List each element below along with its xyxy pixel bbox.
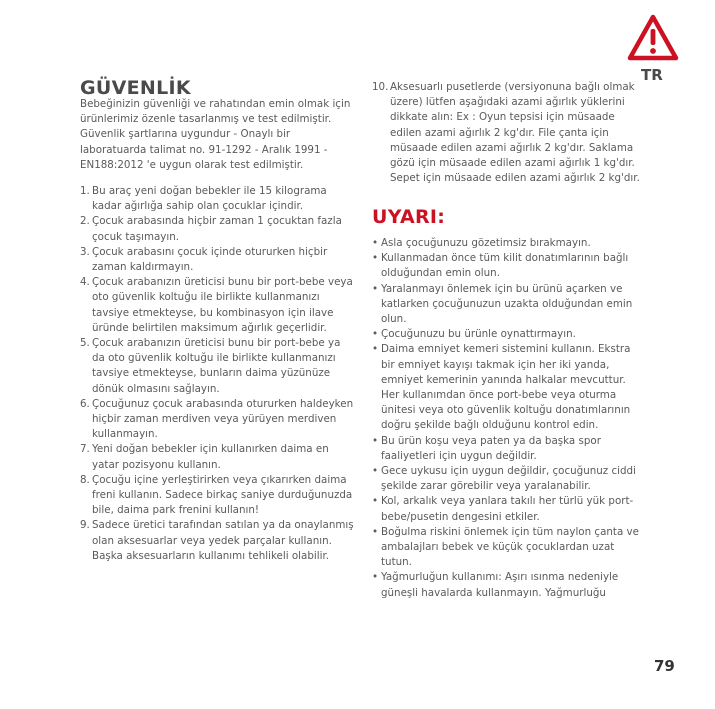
item-number: 10.: [372, 81, 389, 93]
item-text: Aksesuarlı pusetlerde (versiyonuna bağlı olmak üzere) lütfen aşağıdaki azami ağırlık yüklerini dikkate alın: Ex : Oyun tepsisi için müsaade edilen azami ağırlık 2 kg'dır. File çanta için müsaade edilen azami ağırlık 2 kg'dır. Saklama gözü için müsaade edilen azami ağırlık 1 kg'dır. Sepet için müsaade edilen azami ağırlık 2 kg'dır.: [390, 81, 640, 185]
item-number: 4.: [80, 276, 90, 289]
bullet-marker: •: [372, 237, 379, 249]
safety-intro: Bebeğinizin güvenliği ve rahatından emin olmak için ürünlerimiz özenle tasarlanmış ve test edilmiştir. Güvenlik şartlarına uygundur - Onaylı bir laboratuarda talimat no. 91-1292 - Aralık 1991 - EN188:2012 'e uygun olarak test edilmiştir.: [80, 98, 351, 171]
item-text: Çocuk arabanızın üreticisi bunu bir port-bebe ya da oto güvenlik koltuğu ile birlikte kullanmanızı tavsiye etmekteyse, bunların daima yüzünüze dönük olmasını sağlayın.: [92, 337, 341, 395]
item-text: Çocuk arabasında hiçbir zaman 1 çocuktan fazla çocuk taşımayın.: [92, 215, 342, 243]
item-number: 8.: [80, 473, 90, 486]
bullet-marker: •: [372, 328, 379, 341]
item-number: 2.: [80, 215, 90, 228]
safety-item: [80, 184, 356, 214]
safety-item: [80, 473, 356, 519]
item-number: 7.: [80, 443, 90, 456]
item-number: 5.: [80, 337, 90, 350]
page-number: 79: [654, 657, 675, 675]
item-text: Çocuğu içine yerleştirirken veya çıkarırken daima freni kullanın. Sadece birkaç saniye durduğunuzda bile, daima park frenini kullanın!: [92, 473, 353, 517]
item-text: Sadece üretici tarafından satılan ya da onaylanmış olan aksesuarlar veya yedek parçalar kullanın. Başka aksesuarların kullanımı tehlikeli olabilir.: [92, 519, 354, 562]
safety-item: [80, 518, 356, 564]
safety-item: [372, 80, 644, 186]
warning-item: [372, 236, 644, 251]
warning-text: Kol, arkalık veya yanlara takılı her türlü yük port-bebe/pusetin dengesini etkiler.: [381, 495, 634, 523]
warning-item: [372, 464, 644, 494]
safety-item: [80, 336, 356, 397]
item-text: Çocuk arabasını çocuk içinde otururken hiçbir zaman kaldırmayın.: [92, 245, 328, 274]
warning-text: Yağmurluğun kullanımı: Aşırı ısınma nedeniyle güneşli havalarda kullanmayın. Yağmurluğu: [381, 571, 619, 599]
warning-item: [372, 327, 644, 342]
warning-triangle-icon: [627, 14, 679, 62]
safety-item: [80, 275, 356, 336]
item-text: Bu araç yeni doğan bebekler ile 15 kilograma kadar ağırlığa sahip olan çocuklar içindir.: [92, 185, 327, 213]
bullet-marker: •: [372, 282, 379, 295]
item-number: 6.: [80, 397, 90, 410]
warning-item: [372, 525, 644, 571]
safety-heading: GÜVENLİK: [80, 77, 191, 99]
item-text: Çocuk arabanızın üreticisi bunu bir port-bebe veya oto güvenlik koltuğu ile birlikte kullanmanızı tavsiye etmekteyse, bu kombinasyon için ilave üründe belirtilen maksimum ağırlık geçerlidir.: [92, 276, 353, 334]
warning-item: [372, 494, 644, 524]
bullet-marker: •: [372, 465, 379, 478]
bullet-marker: •: [372, 495, 379, 508]
bullet-marker: •: [372, 434, 379, 447]
bullet-marker: •: [372, 252, 379, 265]
safety-item: [80, 397, 356, 443]
safety-item: [80, 214, 356, 244]
warning-item: [372, 251, 644, 281]
warning-heading: UYARI:: [372, 206, 446, 228]
warning-text: Gece uykusu için uygun değildir, çocuğunuz ciddi şekilde zarar görebilir veya yaralanabilir.: [381, 465, 636, 493]
warning-item: [372, 570, 644, 600]
warning-text: Asla çocuğunuzu gözetimsiz bırakmayın.: [381, 237, 591, 249]
item-text: Yeni doğan bebekler için kullanırken daima en yatar pozisyonu kullanın.: [92, 443, 329, 471]
language-code: TR: [641, 66, 663, 84]
warning-text: Bu ürün koşu veya paten ya da başka spor faaliyetleri için uygun değildir.: [381, 434, 601, 462]
safety-item: [80, 245, 356, 275]
item-number: 9.: [80, 519, 90, 532]
warning-item: [372, 282, 644, 328]
safety-item: [80, 442, 356, 472]
warning-text: Daima emniyet kemeri sistemini kullanın. Ekstra bir emniyet kayışı takmak için her iki yanda, emniyet kemerinin yanında halkalar mevcuttur. Her kullanımdan önce port-bebe veya oturma ünitesi veya oto güvenlik koltuğu donatımlarının doğru şekilde bağlı olduğunu kontrol edin.: [381, 343, 631, 432]
warning-item: [372, 434, 644, 464]
warning-text: Yaralanmayı önlemek için bu ürünü açarken ve katlarken çocuğunuzun uzakta olduğundan emin olun.: [381, 282, 633, 326]
warning-text: Çocuğunuzu bu ürünle oynattırmayın.: [381, 328, 576, 341]
warning-item: [372, 342, 644, 433]
warning-text: Boğulma riskini önlemek için tüm naylon çanta ve ambalajları bebek ve küçük çocuklardan uzat tutun.: [381, 525, 639, 569]
item-text: Çocuğunuz çocuk arabasında otururken haldeyken hiçbir zaman merdiven veya yürüyen merdiven kullanmayın.: [92, 397, 354, 441]
safety-list-right: [372, 80, 644, 186]
warning-list: [372, 236, 644, 601]
warning-text: Kullanmadan önce tüm kilit donatımlarının bağlı olduğundan emin olun.: [381, 252, 629, 280]
bullet-marker: •: [372, 343, 379, 356]
item-number: 1.: [80, 185, 90, 197]
item-number: 3.: [80, 245, 90, 258]
bullet-marker: •: [372, 525, 379, 538]
safety-list-left: [80, 184, 356, 564]
bullet-marker: •: [372, 571, 379, 584]
